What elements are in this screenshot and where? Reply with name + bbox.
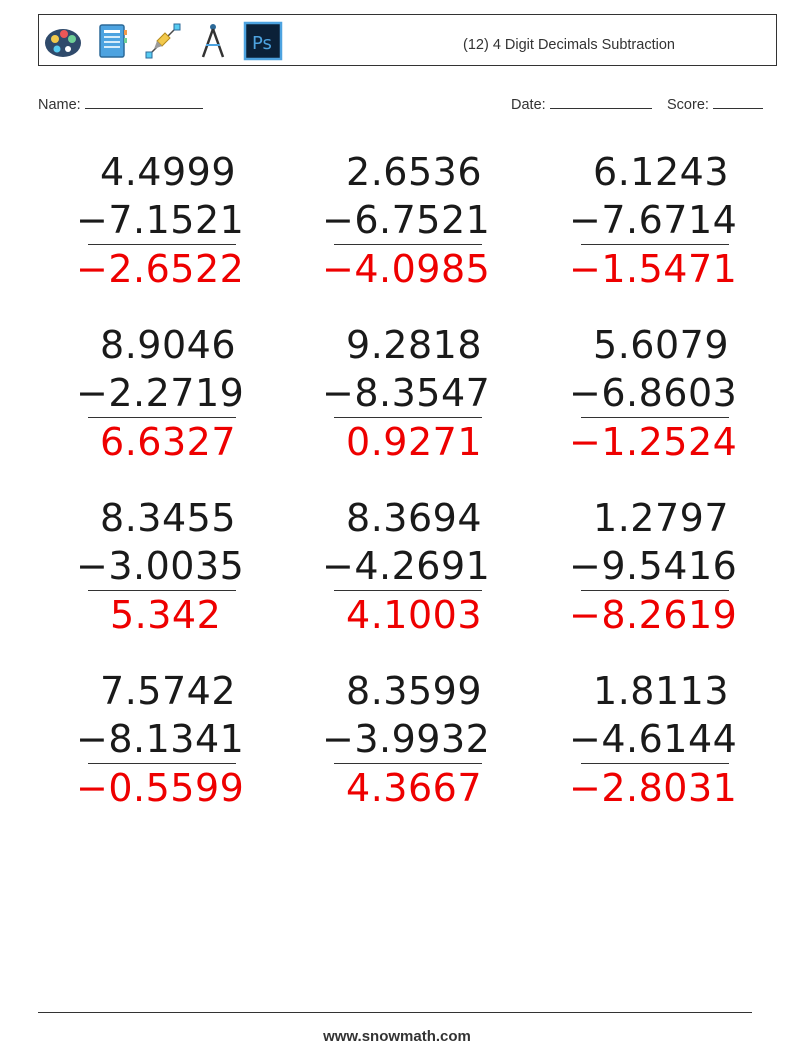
score-label: Score: (667, 97, 709, 113)
problem-2 (322, 148, 491, 293)
problem-6 (569, 321, 738, 466)
minuend: 2.6536 (346, 150, 482, 194)
minuend: 1.2797 (593, 496, 729, 540)
compass-icon (193, 21, 233, 61)
minuend: 9.2818 (346, 323, 482, 367)
svg-text:Ps: Ps (252, 33, 272, 54)
name-label: Name: (38, 97, 81, 113)
answer: −1.2524 (569, 420, 738, 464)
problem-8 (322, 494, 491, 639)
answer: −8.2619 (569, 593, 738, 637)
minuend: 8.3455 (100, 496, 236, 540)
minuend: 6.1243 (593, 150, 729, 194)
minuend: 8.3599 (346, 669, 482, 713)
problem-12 (569, 667, 738, 812)
answer: −1.5471 (569, 247, 738, 291)
subtrahend: −7.1521 (76, 198, 245, 242)
subtrahend: −3.0035 (76, 544, 245, 588)
minuend: 4.4999 (100, 150, 236, 194)
answer: −4.0985 (322, 247, 491, 291)
problem-5 (322, 321, 491, 466)
footer-divider (38, 1012, 752, 1013)
subtrahend: −4.2691 (322, 544, 491, 588)
problem-3 (569, 148, 738, 293)
answer: −0.5599 (76, 766, 245, 810)
minuend: 1.8113 (593, 669, 729, 713)
date-blank[interactable] (550, 94, 652, 109)
answer: −2.6522 (76, 247, 245, 291)
footer-site-link[interactable]: www.snowmath.com (323, 1028, 471, 1045)
answer: 5.342 (110, 593, 222, 637)
problem-4 (76, 321, 245, 466)
subtrahend: −8.1341 (76, 717, 245, 761)
answer: 0.9271 (346, 420, 482, 464)
answer: 6.6327 (100, 420, 236, 464)
photoshop-icon (243, 21, 283, 61)
name-blank[interactable] (85, 94, 203, 109)
subtrahend: −7.6714 (569, 198, 738, 242)
notebook-icon (93, 21, 133, 61)
date-field[interactable] (511, 94, 652, 113)
subtrahend: −3.9932 (322, 717, 491, 761)
answer: 4.3667 (346, 766, 482, 810)
subtrahend: −2.2719 (76, 371, 245, 415)
subtrahend: −8.3547 (322, 371, 491, 415)
score-field[interactable] (667, 94, 763, 113)
problem-7 (76, 494, 245, 639)
name-field[interactable] (38, 94, 203, 113)
score-blank[interactable] (713, 94, 763, 109)
problem-11 (322, 667, 491, 812)
icon-strip (43, 20, 283, 62)
minuend: 7.5742 (100, 669, 236, 713)
subtrahend: −6.7521 (322, 198, 491, 242)
worksheet-header (38, 14, 777, 66)
subtrahend: −6.8603 (569, 371, 738, 415)
minuend: 8.3694 (346, 496, 482, 540)
answer: −2.8031 (569, 766, 738, 810)
problem-9 (569, 494, 738, 639)
minuend: 8.9046 (100, 323, 236, 367)
date-label: Date: (511, 97, 546, 113)
subtrahend: −9.5416 (569, 544, 738, 588)
problem-10 (76, 667, 245, 812)
answer: 4.1003 (346, 593, 482, 637)
palette-icon (43, 21, 83, 61)
worksheet-title: (12) 4 Digit Decimals Subtraction (463, 37, 675, 53)
minuend: 5.6079 (593, 323, 729, 367)
problem-1 (76, 148, 245, 293)
subtrahend: −4.6144 (569, 717, 738, 761)
vector-pen-icon (143, 21, 183, 61)
